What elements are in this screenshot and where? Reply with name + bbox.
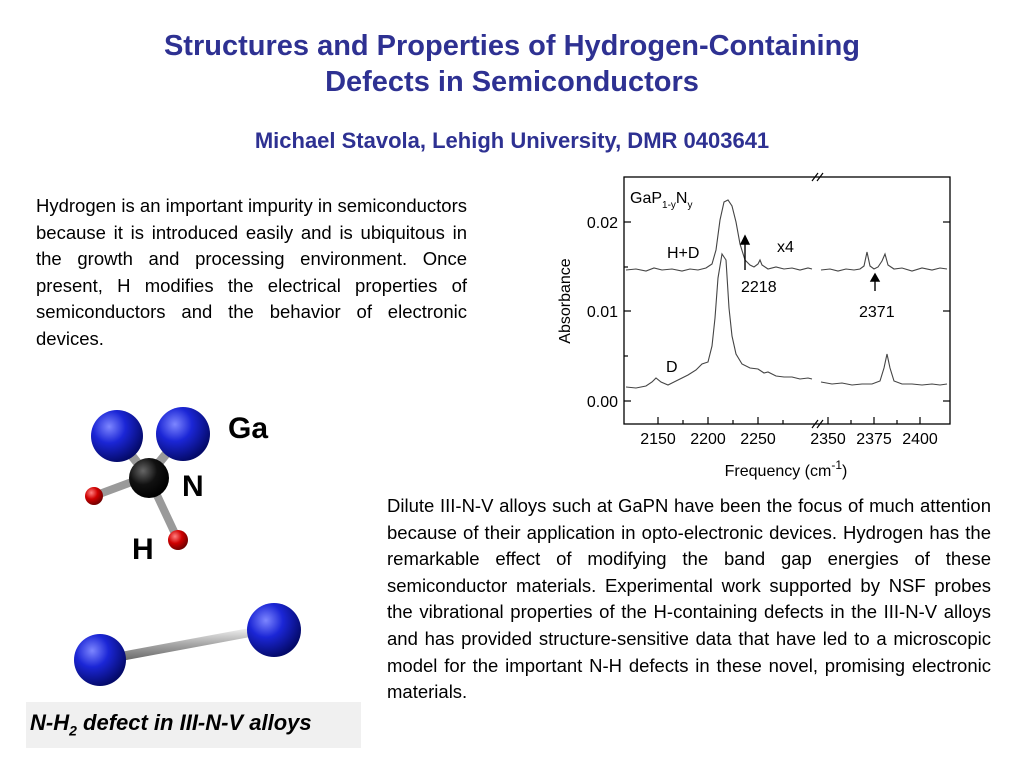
trace-d-high [821,354,947,385]
x-tick-label: 2200 [690,431,726,448]
figure-caption-box [26,702,361,748]
x-tick-label: 2350 [810,431,846,448]
peak-2371-label: 2371 [859,304,895,321]
y-tick-label: 0.00 [586,394,618,411]
gallium-atom [91,410,143,462]
ga-label: Ga [228,412,269,445]
h-label: H [132,533,154,566]
x-tick-label: 2400 [902,431,938,448]
figure-caption: $N-H_2$ defect in III-N-V alloys [30,710,312,739]
y-tick-label: 0.01 [586,304,618,321]
peak-2371-arrow [871,274,879,291]
title-line-1: Structures and Properties of Hydrogen-Containing [163,30,861,62]
scale-factor-label: x4 [777,239,794,256]
author-line: Michael Stavola, Lehigh University, DMR 0403641 [254,128,770,153]
sample-label: $GaP_{1-y}N_y$ [630,190,693,211]
n-label: N [182,470,204,503]
plot-frame [624,177,950,424]
x-tick-label: 2150 [640,431,676,448]
results-paragraph: Dilute III-N-V alloys such at GaPN have been the focus of much attention because of their application in opto-electronic devices. Hydrogen has the remarkable effect of modifying the band gap energies of these semiconductor materials. Experimental work supported by NSF probes the vibrational properties of the H-containing defects in the III-N-V alloys and has provided structure-sensitive data that have led to a microscopic model for the important N-H defects in these novel, promising electronic materials. [387,495,991,703]
trace-d-label: D [666,359,678,376]
trace-hd-label: H+D [667,245,700,262]
nitrogen-atom [74,634,126,686]
molecular-model-figure [54,392,310,708]
peak-2218-arrow [741,236,749,270]
hydrogen-atom [85,487,103,505]
absorbance-spectrum-figure [540,168,960,488]
y-axis-title: Absorbance [557,258,574,344]
title-line-2: Defects in Semiconductors [325,66,699,98]
peak-2218-label: 2218 [741,279,777,296]
atom [247,603,301,657]
x-tick-label: 2375 [856,431,892,448]
intro-paragraph: Hydrogen is an important impurity in semiconductors because it is introduced easily and is ubiquitous in the growth and processing environment. Once present, H modifies the electrical properties of semiconductors and the behavior of electronic devices. [36,195,467,349]
hydrogen-atom [168,530,188,550]
slide-title [0,28,1024,100]
nitrogen-atom [129,458,169,498]
x-tick-label: 2250 [740,431,776,448]
x-axis-title: Frequency $(cm^{-1})$ [724,458,848,480]
y-tick-label: 0.02 [586,215,618,232]
x-axis-ticks [658,417,920,424]
trace-hd-low [626,200,812,271]
trace-d-low [626,254,812,388]
trace-hd-high [821,252,947,271]
gallium-atom [156,407,210,461]
